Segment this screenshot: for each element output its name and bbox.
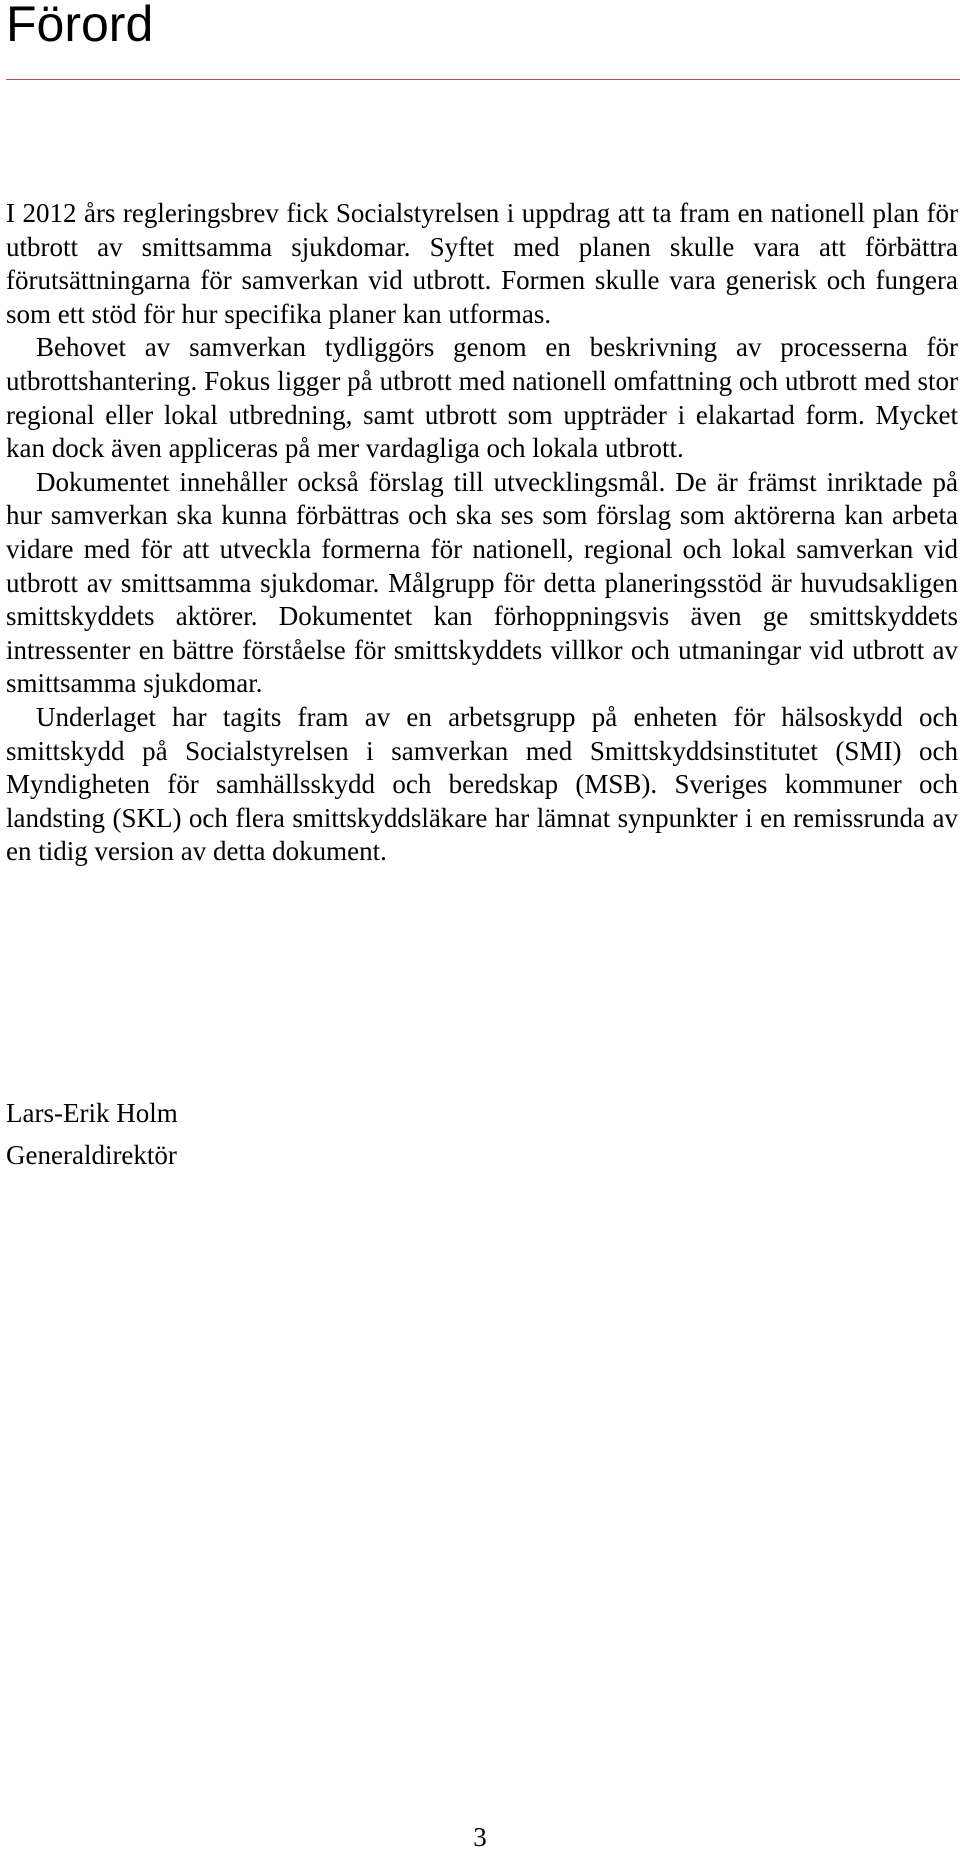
paragraph-intro: I 2012 års regleringsbrev fick Socialstyrelsen i uppdrag att ta fram en nationell plan för utbrott av smittsamma sjukdomar. Syftet med planen skulle vara att förbättra förutsättningarna för samverkan vid utbrott. Formen skulle vara generisk och fungera som ett stöd för hur specifika planer kan utformas.	[6, 198, 958, 329]
body-text	[6, 197, 958, 869]
signature-name: Lars-Erik Holm	[6, 1098, 178, 1128]
paragraph-goals: Dokumentet innehåller också förslag till utvecklingsmål. De är främst inriktade på hur samverkan ska kunna förbättras och ska ses som förslag som aktörerna kan arbeta vidare med för att utveckla formerna för nationell, regional och lokal samverkan vid utbrott av smittsamma sjukdomar. Målgrupp för detta planeringsstöd är huvudsakligen smittskyddets aktörer. Dokumentet kan förhoppningsvis även ge smittskyddets intressenter en bättre förståelse för smittskyddets villkor och utmaningar vid utbrott av smittsamma sjukdomar.	[6, 466, 958, 699]
title-divider	[6, 79, 960, 80]
paragraph-basis: Underlaget har tagits fram av en arbetsgrupp på enheten för hälsoskydd och smittskydd på Socialstyrelsen i samverkan med Smittskyddsinstitutet (SMI) och Myndigheten för samhällsskydd och beredskap (MSB). Sveriges kommuner och landsting (SKL) och flera smittskyddsläkare har lämnat synpunkter i en remissrunda av en tidig version av detta dokument.	[6, 701, 958, 867]
signature-block	[6, 1092, 178, 1176]
page-number: 3	[473, 1822, 487, 1852]
page-title: Förord	[6, 0, 154, 52]
paragraph-process: Behovet av samverkan tydliggörs genom en beskrivning av processerna för utbrottshantering. Fokus ligger på utbrott med nationell omfattning och utbrott med stor regional eller lokal utbredning, samt utbrott som uppträder i elakartad form. Mycket kan dock även appliceras på mer vardagliga och lokala utbrott.	[6, 332, 958, 464]
signature-role: Generaldirektör	[6, 1140, 177, 1170]
